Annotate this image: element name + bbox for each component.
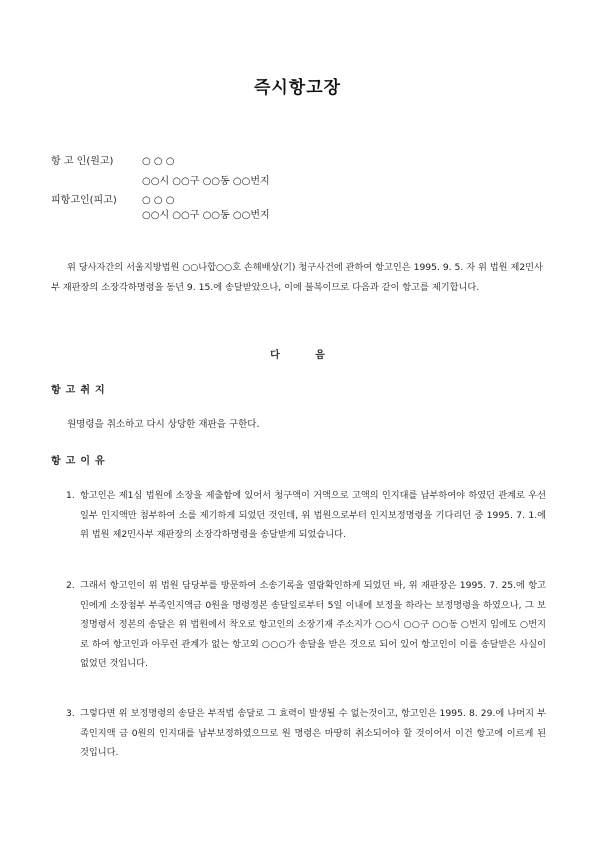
reason-number: 1.: [66, 490, 75, 501]
purpose-heading: 항고취지: [51, 385, 110, 396]
reasons-heading: 항고이유: [51, 456, 110, 467]
appellant-address: ○○시 ○○구 ○○동 ○○번지: [142, 176, 270, 187]
appellant-label: 항 고 인(원고): [51, 156, 114, 167]
intro-paragraph: 위 당사자간의 서울지방법원 ○○나합○○호 손해배상(기) 청구사건에 관하여 항고인은 1995. 9. 5. 자 위 법원 제2민사부 재판장의 소장각하명령을 동년 9. 15.에 송달받았으나, 이에 불복이므로 다음과 같이 항고를 제기합니다.: [51, 262, 543, 293]
appellee-label: 피항고인(피고): [51, 195, 117, 206]
purpose-text: 원명령을 취소하고 다시 상당한 재판을 구한다.: [67, 419, 260, 430]
appellant-name: ○ ○ ○: [142, 156, 175, 167]
reason-text: 그래서 항고인이 위 법원 담당부를 방문하여 소송기록을 열람확인하게 되었던 바, 위 재판장은 1995. 7. 25.에 항고인에게 소장첨부 부족인지액금 0원을 명령정본 송달일로부터 5일 이내에 보정을 하라는 보정명령을 하였으나, 그 보정명령서 정본의 송달은 위 법원에서 착오로 항고인의 소장기재 주소지가 ○○시 ○○구 ○○동 ○번지 임에도 ○번지로 하여 항고인과 아무런 관계가 없는 항고외 ○○○가 송달을 받은 것으로 되어 있어 항고인이 이를 송달받은 사실이 없었던 것입니다.: [80, 580, 546, 669]
appellee-name: ○ ○ ○: [142, 195, 175, 206]
reason-number: 2.: [66, 580, 75, 591]
appellee-address: ○○시 ○○구 ○○동 ○○번지: [142, 210, 270, 221]
document-title: 즉시항고장: [253, 78, 342, 98]
reason-text: 그렇다면 위 보정명령의 송달은 부적법 송달로 그 효력이 발생될 수 없는것이고, 항고인은 1995. 8. 29.에 나머지 부족인지액 금 0원의 인지대를 납부보정하였으므로 원 명령은 마땅히 취소되어야 할 것이어서 이건 항고에 이르게 된 것입니다.: [80, 708, 546, 758]
reason-number: 3.: [66, 708, 75, 719]
da-eum-heading: 다 음: [270, 350, 341, 361]
reason-text: 항고인은 제1심 법원에 소장을 제출함에 있어서 청구액이 거액으로 고액의 인지대를 납부하여야 하였던 관계로 우선 일부 인지액만 첨부하여 소를 제기하게 되었던 것인데, 위 법원으로부터 인지보정명령을 기다리던 중 1995. 7. 1.에 위 법원 제2민사부 재판장의 소장각하명령을 송달받게 되었습니다.: [80, 490, 546, 540]
